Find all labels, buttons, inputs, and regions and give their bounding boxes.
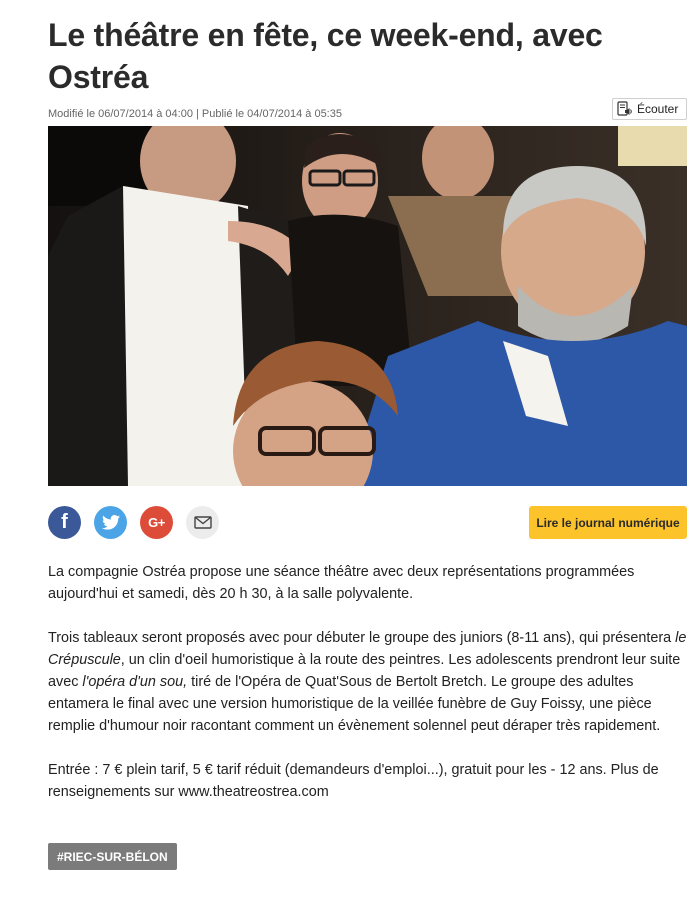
article-dates: Modifié le 06/07/2014 à 04:00 | Publié le 04/07/2014 à 05:35 xyxy=(48,108,342,120)
googleplus-icon: G+ xyxy=(148,515,165,530)
share-bar xyxy=(48,506,219,539)
email-share-button[interactable] xyxy=(186,506,219,539)
location-tag[interactable]: #RIEC-SUR-BÉLON xyxy=(48,843,177,870)
speaker-icon xyxy=(617,101,633,117)
article-body xyxy=(48,561,688,803)
article-photo xyxy=(48,126,687,486)
twitter-icon xyxy=(102,515,120,530)
article-paragraph: La compagnie Ostréa propose une séance théâtre avec deux représentations programmées aujourd'hui et samedi, dès 20 h 30, à la salle polyvalente. xyxy=(48,564,635,602)
listen-label: Écouter xyxy=(637,102,679,116)
article-title: Le théâtre en fête, ce week-end, avec Ostréa xyxy=(48,17,603,95)
listen-button[interactable] xyxy=(612,98,687,120)
facebook-icon: f xyxy=(61,511,68,533)
twitter-share-button[interactable] xyxy=(94,506,127,539)
mail-icon xyxy=(194,516,212,529)
read-digital-journal-button[interactable]: Lire le journal numérique xyxy=(529,506,687,539)
article-paragraph: Entrée : 7 € plein tarif, 5 € tarif réduit (demandeurs d'emploi...), gratuit pour les - 12 ans. Plus de renseignements sur www.theatreostrea.com xyxy=(48,762,659,800)
googleplus-share-button[interactable] xyxy=(140,506,173,539)
facebook-share-button[interactable] xyxy=(48,506,81,539)
article-paragraph: Trois tableaux seront proposés avec pour débuter le groupe des juniors (8-11 ans), qui présentera le Crépuscule, un clin d'oeil humoristique à la route des peintres. Les adolescents prendront leur suite avec l'opéra d'un sou, tiré de l'Opéra de Quat'Sous de Bertolt Bretch. Le groupe des adultes entamera le final avec une version humoristique de la veillée funèbre de Guy Foissy, une pièce remplie d'humour noir racontant comment un évènement solennel peut déraper très rapidement. xyxy=(48,630,687,734)
